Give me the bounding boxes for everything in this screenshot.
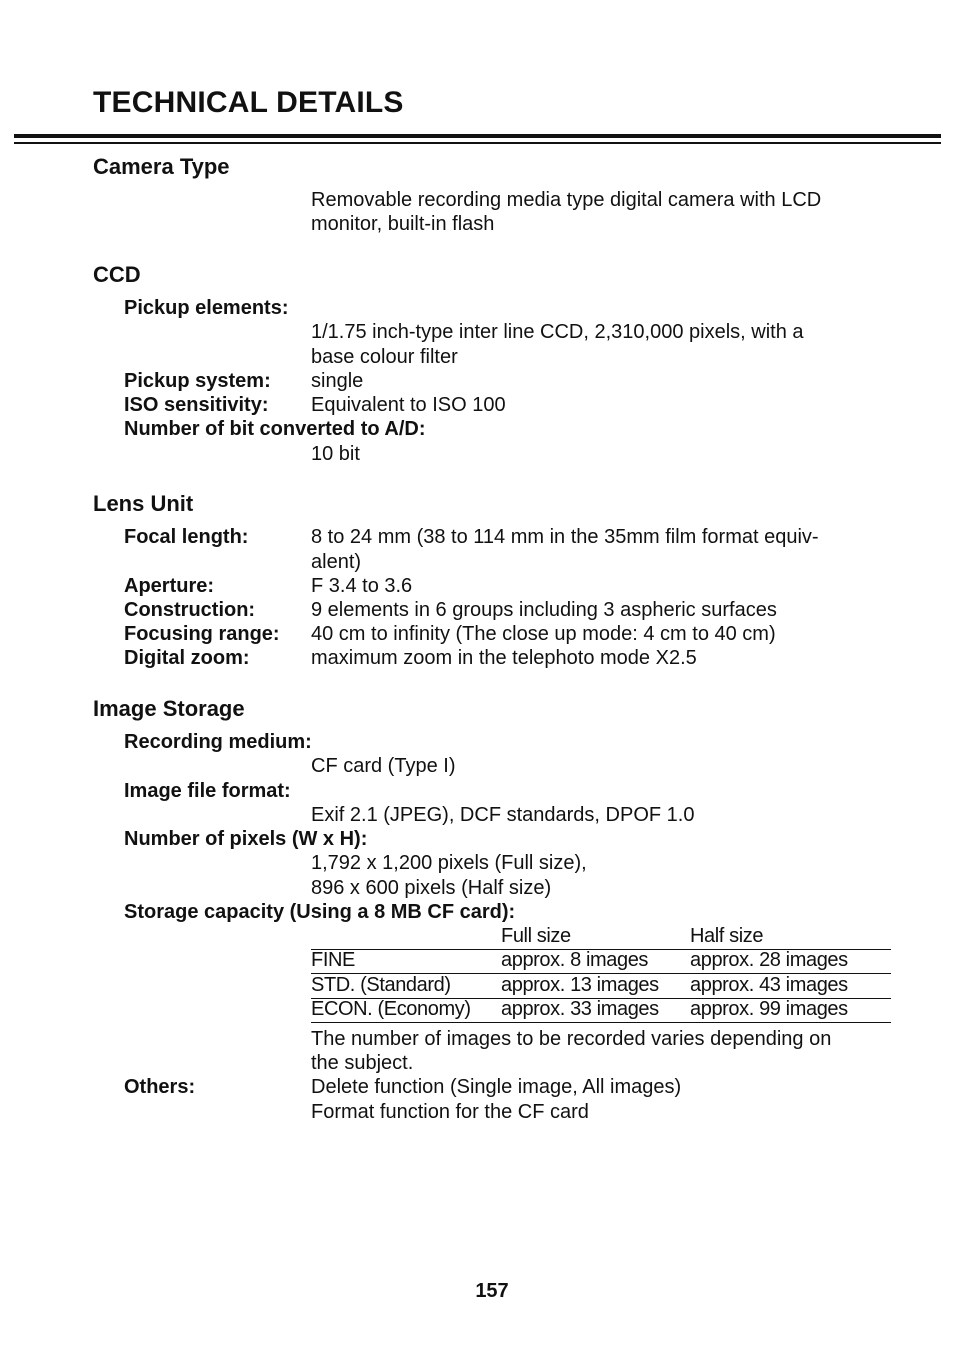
pickup-elements-label: Pickup elements: <box>124 297 289 319</box>
table-row-fine-full: approx. 8 images <box>501 949 649 971</box>
image-file-format-label: Image file format: <box>124 780 291 802</box>
table-row-econ-half: approx. 99 images <box>690 998 848 1020</box>
pickup-elements-line2: base colour filter <box>311 346 458 368</box>
recording-medium-value: CF card (Type I) <box>311 755 456 777</box>
focusing-range-value: 40 cm to infinity (The close up mode: 4 cm to 40 cm) <box>311 623 776 645</box>
others-line1: Delete function (Single image, All images) <box>311 1076 682 1098</box>
construction-label: Construction: <box>124 599 256 621</box>
capacity-note-line2: the subject. <box>311 1052 414 1074</box>
pickup-system-label: Pickup system: <box>124 370 271 392</box>
ad-bits-label: Number of bit converted to A/D: <box>124 418 426 440</box>
iso-sensitivity-label: ISO sensitivity: <box>124 394 269 416</box>
table-header-full-size: Full size <box>501 925 571 947</box>
section-heading-camera-type: Camera Type <box>93 154 230 179</box>
section-heading-image-storage: Image Storage <box>93 696 245 721</box>
focal-length-line1: 8 to 24 mm (38 to 114 mm in the 35mm film format equiv- <box>311 526 819 548</box>
table-row-std-half: approx. 43 images <box>690 974 848 996</box>
title-rule-thick <box>14 134 941 138</box>
section-heading-ccd: CCD <box>93 262 141 287</box>
table-row-fine-half: approx. 28 images <box>690 949 848 971</box>
focal-length-label: Focal length: <box>124 526 249 548</box>
image-file-format-value: Exif 2.1 (JPEG), DCF standards, DPOF 1.0 <box>311 804 695 826</box>
number-of-pixels-line2: 896 x 600 pixels (Half size) <box>311 877 552 899</box>
recording-medium-label: Recording medium: <box>124 731 312 753</box>
capacity-note-line1: The number of images to be recorded varies depending on <box>311 1028 832 1050</box>
construction-value: 9 elements in 6 groups including 3 aspheric surfaces <box>311 599 777 621</box>
table-row-std-full: approx. 13 images <box>501 974 659 996</box>
title-rule-thin <box>14 142 941 144</box>
digital-zoom-label: Digital zoom: <box>124 647 250 669</box>
table-row-fine-mode: FINE <box>311 949 355 971</box>
iso-sensitivity-value: Equivalent to ISO 100 <box>311 394 506 416</box>
pickup-elements-line1: 1/1.75 inch-type inter line CCD, 2,310,000 pixels, with a <box>311 321 804 343</box>
table-divider <box>311 1022 891 1023</box>
page-number: 157 <box>475 1280 509 1302</box>
camera-type-desc-line2: monitor, built-in flash <box>311 213 495 235</box>
pickup-system-value: single <box>311 370 364 392</box>
camera-type-desc-line1: Removable recording media type digital camera with LCD <box>311 189 822 211</box>
focusing-range-label: Focusing range: <box>124 623 280 645</box>
aperture-label: Aperture: <box>124 575 215 597</box>
number-of-pixels-line1: 1,792 x 1,200 pixels (Full size), <box>311 852 587 874</box>
table-row-econ-mode: ECON. (Economy) <box>311 998 471 1020</box>
table-row-std-mode: STD. (Standard) <box>311 974 451 996</box>
page-title: TECHNICAL DETAILS <box>93 86 404 119</box>
aperture-value: F 3.4 to 3.6 <box>311 575 413 597</box>
section-heading-lens-unit: Lens Unit <box>93 491 194 516</box>
table-header-half-size: Half size <box>690 925 764 947</box>
focal-length-line2: alent) <box>311 551 362 573</box>
others-label: Others: <box>124 1076 196 1098</box>
table-row-econ-full: approx. 33 images <box>501 998 659 1020</box>
storage-capacity-label: Storage capacity (Using a 8 MB CF card): <box>124 901 516 923</box>
ad-bits-value: 10 bit <box>311 443 360 465</box>
others-line2: Format function for the CF card <box>311 1101 589 1123</box>
digital-zoom-value: maximum zoom in the telephoto mode X2.5 <box>311 647 697 669</box>
number-of-pixels-label: Number of pixels (W x H): <box>124 828 368 850</box>
